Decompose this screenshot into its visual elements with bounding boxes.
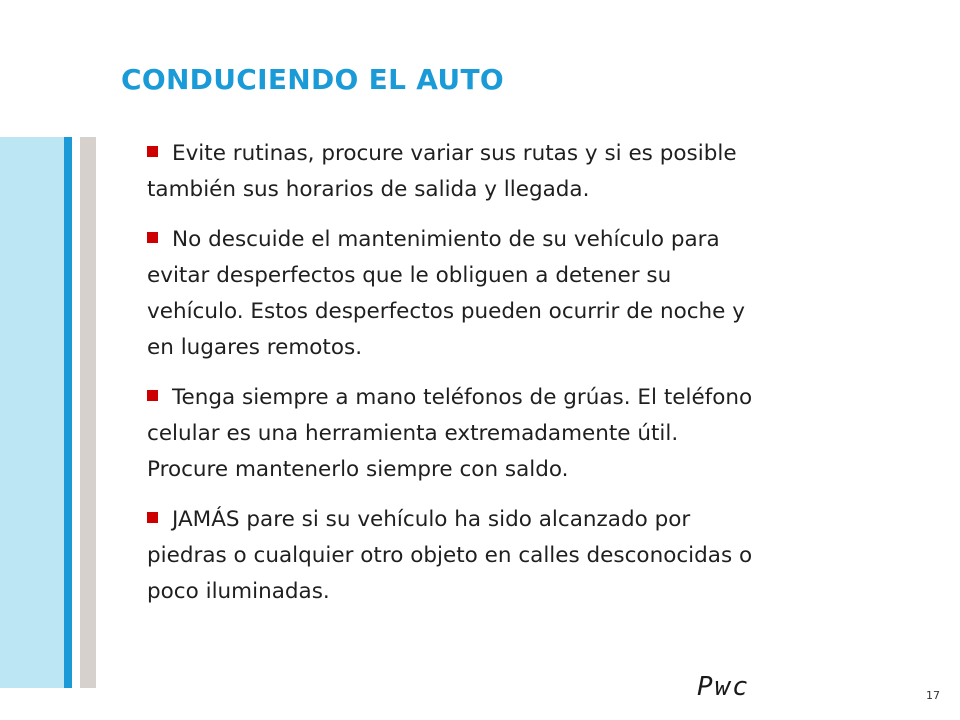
bullet-line: evitar desperfectos que le obliguen a detener su [147,263,672,288]
bullet-line [147,380,917,416]
bullet-line: celular es una herramienta extremadamente útil. [147,421,679,446]
bullet-line [147,222,917,258]
bullet-item [147,502,917,610]
left-decorative-bar-light [0,137,64,688]
square-bullet-icon [147,390,158,401]
bullet-item [147,222,917,366]
square-bullet-icon [147,232,158,243]
square-bullet-icon [147,146,158,157]
slide-title: CONDUCIENDO EL AUTO [121,63,504,96]
bullet-text: Tenga siempre a mano teléfonos de grúas. El teléfono [172,385,753,410]
bullet-text: No descuide el mantenimiento de su vehículo para [172,227,720,252]
page-number: 17 [926,689,940,702]
bullet-line: también sus horarios de salida y llegada. [147,177,590,202]
bullet-item [147,136,917,208]
bullet-line: poco iluminadas. [147,579,330,604]
bullet-line: piedras o cualquier otro objeto en calles desconocidas o [147,543,753,568]
bullet-line [147,136,917,172]
square-bullet-icon [147,512,158,523]
bullet-item [147,380,917,488]
pwc-logo: Pwc [697,672,750,702]
bullet-list [147,136,917,624]
left-decorative-bar-gray [80,137,96,688]
bullet-line: en lugares remotos. [147,335,363,360]
bullet-text: Evite rutinas, procure variar sus rutas y si es posible [172,141,737,166]
bullet-text: JAMÁS pare si su vehículo ha sido alcanzado por [172,507,691,532]
bullet-line: vehículo. Estos desperfectos pueden ocurrir de noche y [147,299,745,324]
left-decorative-bar-blue [64,137,72,688]
bullet-line [147,502,917,538]
bullet-line: Procure mantenerlo siempre con saldo. [147,457,569,482]
